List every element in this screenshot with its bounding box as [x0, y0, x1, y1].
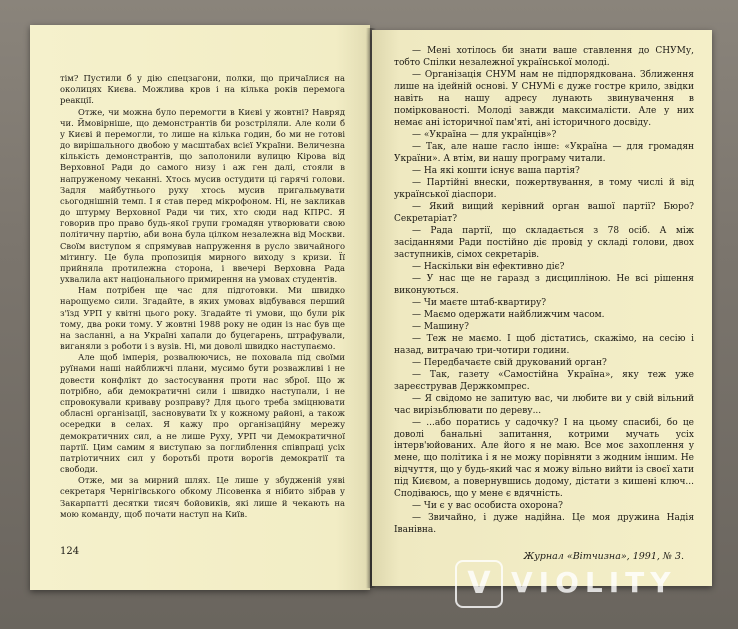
- dialogue-line: — Теж не маємо. І щоб дістатись, скажімо, на сесію і назад, витрачаю три-чотири години.: [394, 333, 694, 356]
- dialogue-line: — Який вищий керівний орган вашої партії? Бюро? Секретаріат?: [394, 201, 694, 224]
- left-page: [30, 25, 370, 590]
- watermark-text: VIOLITY: [511, 566, 677, 599]
- dialogue-line: — Чи маєте штаб-квартиру?: [412, 297, 547, 308]
- right-page: [372, 30, 712, 586]
- dialogue-line: — Наскільки він ефективно діє?: [412, 261, 565, 272]
- watermark: [455, 558, 695, 610]
- dialogue-line: — У нас ще не гаразд з дисципліною. Не всі рішення виконуються.: [394, 273, 694, 296]
- dialogue-line: — Рада партії, що складається з 78 осіб. А між засіданнями Ради постійно діє провід у складі голови, двох заступників, сімох секретарів.: [394, 225, 694, 260]
- dialogue-line: — На які кошти існує ваша партія?: [412, 165, 580, 176]
- dialogue-line: — Машину?: [412, 321, 469, 332]
- watermark-logo-icon: V: [455, 560, 503, 608]
- dialogue-line: — Я свідомо не запитую вас, чи любите ви у свій вільний час вирізьблювати по дереву...: [394, 393, 694, 416]
- page-number: 124: [60, 546, 80, 557]
- dialogue-line: — Чи є у вас особиста охорона?: [412, 501, 563, 512]
- dialogue-line: — Маємо одержати найближчим часом.: [412, 309, 605, 320]
- dialogue-line: — Так, газету «Самостійна Україна», яку теж уже зареєстрував Держкомпрес.: [394, 369, 694, 392]
- paragraph: Отже, ми за мирний шлях. Це лише у збудженій уяві секретаря Чернігівського обкому Лісовенка я нібито зібрав у Закарпатті десятки тисяч бойовиків, які лише й чекають на мою команду, щоб почати наступ на Київ.: [60, 475, 345, 519]
- paragraph: тім? Пустили б у дію спецзагони, полки, що причаїлися на околицях Києва. Можлива кров і на кілька років перемога реакції.: [60, 73, 345, 106]
- dialogue-line: — Звичайно, і дуже надійна. Це моя дружина Надія Іванівна.: [394, 513, 694, 536]
- dialogue-line: — Мені хотілось би знати ваше ставлення до СНУМу, тобто Спілки незалежної української молоді.: [394, 46, 694, 68]
- dialogue-line: — Партійні внески, пожертвування, в тому числі й від української діаспори.: [394, 177, 694, 200]
- dialogue-line: — Передбачаєте свій друкований орган?: [412, 357, 607, 368]
- paragraph: Отже, чи можна було перемогти в Києві у жовтні? Навряд чи. Ймовірніше, що демонстрантів би розстріляли. Але коли б у Києві й перемогли, то лише на кілька годин, бо ми не готові до вирішального двобою у масштабах всієї України. Величезна кількість демонстрантів, що заполонили вулицю Кірова від Верховної Ради до самого низу і аж ген далі, стояли в напруженому чеканні. Хтось мусив остудити ці гарячі голови. Задля майбутнього руху хтось мусив пригальмувати сьогоднішній темп. І я став перед мікрофоном. Ні, не закликав до штурму Верховної Ради чи тих, хто сюди над КПРС. Я говорив про право будь-якої групи громадян утворювати свою політичну партію, аби вона була цілком незалежна від Москви. Своїм виступом я спрямував напруження в русло звичайного мітингу. Це була пропозиція мирного виходу з кризи. Її прийняла протилежна сторона, і ввечері Верховна Рада ухвалила акт національного примирення на умовах студентів.: [60, 106, 345, 285]
- right-page-text: [394, 46, 694, 537]
- dialogue-line: — Так, але наше гасло інше: «Україна — для громадян України». А втім, ви нашу програму читали.: [394, 141, 694, 164]
- left-page-text: [60, 73, 345, 520]
- dialogue-line: — «Україна — для українців»?: [412, 129, 557, 140]
- paragraph: Нам потрібен ще час для підготовки. Ми швидко нарощуємо сили. Згадайте, в яких умовах відбувався перший з'їзд УРП у квітні цього року. Згадайте ті умови, що були рік тому, два роки тому. У жовтні 1988 року не один із нас був ще на засланні, а на Україні хапали до буцегарень, штрафували, виганяли з роботи і з вузів. Ні, ми доволі швидко наступаємо.: [60, 285, 345, 352]
- dialogue-line: — ...або поратись у садочку? І на цьому спасибі, бо це доволі банальні запитання, котрими мучать усіх інтерв'юйованих. Але його я не маю. Все моє захоплення у мене, що політика і я не можу порівняти з жодним іншим. Не відчуття, що у будь-який час я можу вільно вийти із своєї хати під Києвом, а повернувшись додому, дістати з кишені ключ... Сподіваюсь, що у мене є вдячність.: [394, 417, 694, 500]
- source-citation: Журнал «Вітчизна», 1991, № 3.: [523, 551, 684, 562]
- paragraph: Але щоб імперія, розвалюючись, не поховала під своїми руїнами наші найближчі плани, мусимо бути розважливі і не довести конфлікт до застосування проти нас зброї. Що ж потрібно, аби демократичні сили і швидко наступали, і не спровокували криваву розправу? Для цього треба зміцнювати обласні організації, засновувати їх у кожному районі, а також осередки в селах. Я кажу про організаційну мережу демократичних сил, а не лише Руху, УРП чи Демократичної партії. Цим самим я виступаю за поглиблення співпраці усіх патріотичних сил у боротьбі проти ворогів демократії та свободи.: [60, 352, 345, 475]
- dialogue-line: — Організація СНУМ нам не підпорядкована. Зближення лише на ідейній основі. У СНУМі є дуже гостре крило, звідки навіть на нашу адресу лунають звинувачення в поміркованості. Молоді завжди максималісти. Але у них немає ані історичної пам'яті, ані історичного досвіду.: [394, 69, 694, 128]
